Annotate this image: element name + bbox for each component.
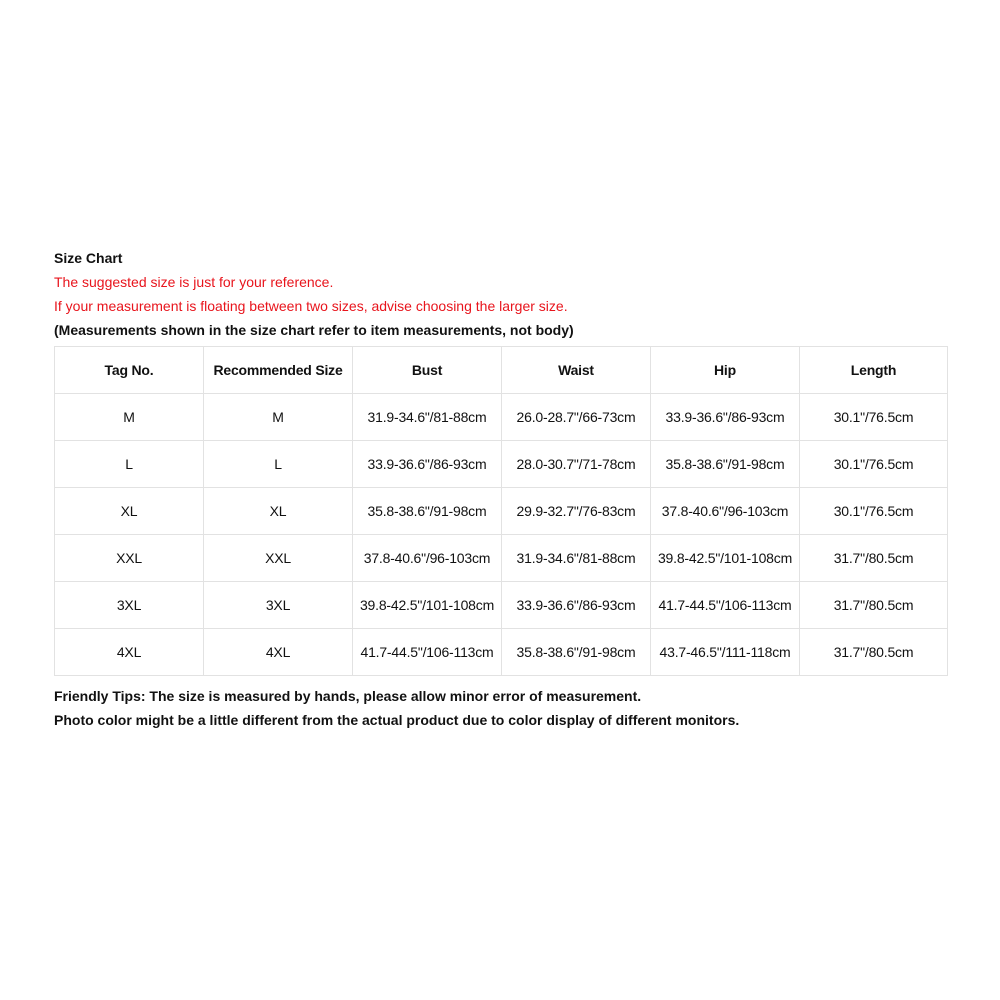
cell-length: 31.7"/80.5cm — [800, 629, 948, 676]
cell-recommended-size: XXL — [204, 535, 353, 582]
cell-recommended-size: 3XL — [204, 582, 353, 629]
size-chart-title: Size Chart — [54, 250, 123, 266]
cell-tag-no: 3XL — [55, 582, 204, 629]
header-waist: Waist — [502, 347, 651, 394]
cell-bust: 35.8-38.6"/91-98cm — [353, 488, 502, 535]
table-header — [55, 347, 948, 394]
table-row — [55, 582, 948, 629]
cell-length: 30.1"/76.5cm — [800, 441, 948, 488]
cell-recommended-size: XL — [204, 488, 353, 535]
cell-waist: 31.9-34.6"/81-88cm — [502, 535, 651, 582]
larger-size-note: If your measurement is floating between two sizes, advise choosing the larger size. — [54, 298, 568, 314]
table-row — [55, 441, 948, 488]
cell-tag-no: XL — [55, 488, 204, 535]
cell-waist: 26.0-28.7"/66-73cm — [502, 394, 651, 441]
tips-section — [54, 684, 947, 732]
cell-bust: 31.9-34.6"/81-88cm — [353, 394, 502, 441]
cell-waist: 33.9-36.6"/86-93cm — [502, 582, 651, 629]
cell-tag-no: 4XL — [55, 629, 204, 676]
cell-recommended-size: L — [204, 441, 353, 488]
header-bust: Bust — [353, 347, 502, 394]
cell-recommended-size: 4XL — [204, 629, 353, 676]
cell-recommended-size: M — [204, 394, 353, 441]
header-hip: Hip — [651, 347, 800, 394]
cell-hip: 33.9-36.6"/86-93cm — [651, 394, 800, 441]
table-row — [55, 394, 948, 441]
cell-hip: 39.8-42.5"/101-108cm — [651, 535, 800, 582]
header-row — [55, 347, 948, 394]
cell-hip: 37.8-40.6"/96-103cm — [651, 488, 800, 535]
cell-bust: 37.8-40.6"/96-103cm — [353, 535, 502, 582]
color-tip: Photo color might be a little different from the actual product due to color display of different monitors. — [54, 712, 740, 728]
cell-length: 31.7"/80.5cm — [800, 582, 948, 629]
header-length: Length — [800, 347, 948, 394]
table-row — [55, 488, 948, 535]
table-row — [55, 629, 948, 676]
table-row — [55, 535, 948, 582]
cell-length: 31.7"/80.5cm — [800, 535, 948, 582]
cell-tag-no: XXL — [55, 535, 204, 582]
friendly-tip: Friendly Tips: The size is measured by hands, please allow minor error of measurement. — [54, 688, 642, 704]
header-recommended-size: Recommended Size — [204, 347, 353, 394]
cell-hip: 35.8-38.6"/91-98cm — [651, 441, 800, 488]
cell-tag-no: M — [55, 394, 204, 441]
cell-bust: 41.7-44.5"/106-113cm — [353, 629, 502, 676]
size-table — [54, 346, 948, 676]
size-chart-section — [54, 246, 947, 732]
cell-waist: 35.8-38.6"/91-98cm — [502, 629, 651, 676]
cell-bust: 39.8-42.5"/101-108cm — [353, 582, 502, 629]
header-tag-no: Tag No. — [55, 347, 204, 394]
cell-length: 30.1"/76.5cm — [800, 394, 948, 441]
cell-tag-no: L — [55, 441, 204, 488]
cell-hip: 41.7-44.5"/106-113cm — [651, 582, 800, 629]
table-body — [55, 394, 948, 676]
cell-waist: 28.0-30.7"/71-78cm — [502, 441, 651, 488]
reference-note: The suggested size is just for your reference. — [54, 274, 334, 290]
measurement-disclaimer: (Measurements shown in the size chart refer to item measurements, not body) — [54, 322, 574, 338]
cell-length: 30.1"/76.5cm — [800, 488, 948, 535]
cell-hip: 43.7-46.5"/111-118cm — [651, 629, 800, 676]
cell-waist: 29.9-32.7"/76-83cm — [502, 488, 651, 535]
cell-bust: 33.9-36.6"/86-93cm — [353, 441, 502, 488]
